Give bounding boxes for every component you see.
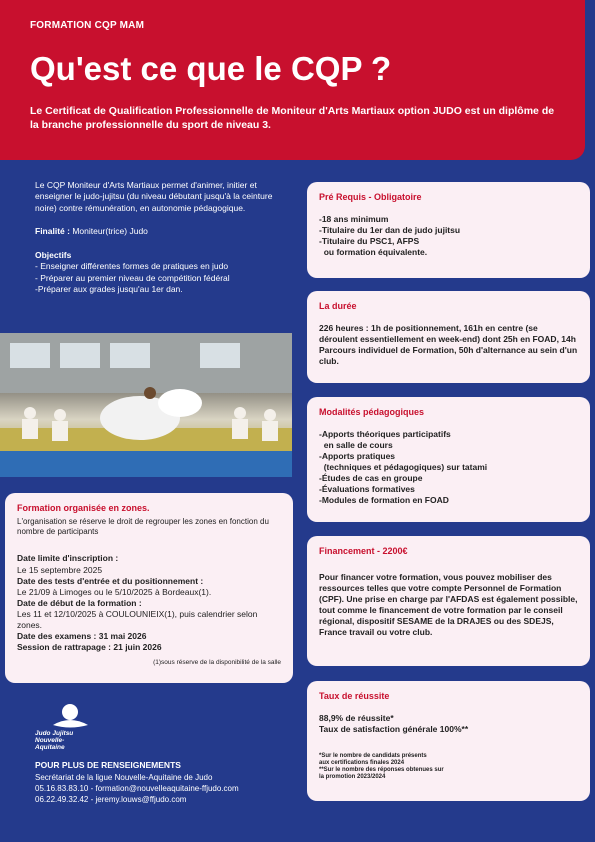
zones-title: Formation organisée en zones. <box>17 503 150 513</box>
kicker: FORMATION CQP MAM <box>30 20 145 31</box>
inscription-label: Date limite d'inscription : <box>17 553 119 564</box>
examens-label: Date des examens : <box>17 630 97 641</box>
prerequis-item: ou formation équivalente. <box>319 246 428 257</box>
prerequis-item: -Titulaire du PSC1, AFPS <box>319 235 420 246</box>
reussite-line2: Taux de satisfaction générale 100%** <box>319 723 469 734</box>
financement-title: Financement - 2200€ <box>319 546 408 556</box>
prerequis-item: -Titulaire du 1er dan de judo jujitsu <box>319 224 461 235</box>
zones-card <box>5 493 293 683</box>
debut-label: Date de début de la formation : <box>17 597 142 608</box>
tests-label: Date des tests d'entrée et du positionnement : <box>17 575 204 586</box>
finalite-label: Finalité : <box>35 226 70 237</box>
finalite-value: Moniteur(trice) Judo <box>69 226 148 237</box>
footer <box>35 760 239 806</box>
modalite-item: en salle de cours <box>319 439 393 450</box>
logo-line: Judo Jujitsu <box>35 730 74 737</box>
reussite-title: Taux de réussite <box>319 691 390 701</box>
objectif-item: - Préparer au premier niveau de compétition fédéral <box>35 272 230 283</box>
logo-text <box>35 730 73 751</box>
reussite-card <box>307 681 590 801</box>
reussite-note: *Sur le nombre de candidats présents <box>319 752 427 759</box>
modalites-title: Modalités pédagogiques <box>319 407 425 417</box>
modalite-item: -Modules de formation en FOAD <box>319 494 449 505</box>
reussite-note: la promotion 2023/2024 <box>319 774 386 781</box>
financement-card <box>307 536 590 666</box>
objectifs <box>35 250 285 296</box>
prerequis-item: -18 ans minimum <box>319 213 389 224</box>
inscription-value: Le 15 septembre 2025 <box>17 564 103 575</box>
duree-bold: 226 heures : <box>319 322 369 333</box>
rattrapage-value: 21 juin 2026 <box>111 641 162 652</box>
footer-title: POUR PLUS DE RENSEIGNEMENTS <box>35 760 181 770</box>
intro-text: Le Certificat de Qualification Professionnelle de Moniteur d'Arts Martiaux option JUDO est un diplôme de la branche professionnelle du sport de niveau 3. <box>30 105 555 131</box>
examens-value: 31 mai 2026 <box>96 630 147 641</box>
reussite-line1: 88,9% de réussite* <box>319 712 394 723</box>
prerequis-card <box>307 182 590 278</box>
header-banner <box>0 0 585 160</box>
footer-line[interactable]: 06.22.49.32.42 - jeremy.louws@ffjudo.com <box>35 795 187 805</box>
objectif-item: -Préparer aux grades jusqu'au 1er dan. <box>35 284 183 295</box>
modalite-item: -Apports pratiques <box>319 450 396 461</box>
reussite-note: aux certifications finales 2024 <box>319 759 405 766</box>
modalite-item: -Études de cas en groupe <box>319 472 423 483</box>
left-description <box>35 180 285 296</box>
duree-card <box>307 291 590 383</box>
logo-line: Nouvelle- <box>35 737 65 745</box>
financement-text: Pour financer votre formation, vous pouvez mobiliser des ressources telles que votre compte Personnel de Formation (CPF). Une prise en charge par l'AFDAS est également possible, tout comme le financement de votre formation par le conseil régional, dispositif SESAME de la DRAJES ou des SDEJS, France travail ou votre club. <box>319 571 578 637</box>
modalite-item: (techniques et pédagogiques) sur tatami <box>319 461 488 472</box>
reussite-note: **Sur le nombre des réponses obtenues sur <box>319 767 444 774</box>
description: Le CQP Moniteur d'Arts Martiaux permet d'animer, initier et enseigner le judo-jujitsu (du niveau débutant jusqu'à la ceinture noire) contre rémunération, en autonomie pédagogique. <box>35 180 273 213</box>
duree-title: La durée <box>319 301 357 311</box>
objectifs-title: Objectifs <box>35 249 72 260</box>
modalites-card <box>307 397 590 522</box>
rattrapage-label: Session de rattrapage : <box>17 641 112 652</box>
prerequis-title: Pré Requis - Obligatoire <box>319 192 422 202</box>
footer-line: Secrétariat de la ligue Nouvelle-Aquitaine de Judo <box>35 773 213 783</box>
debut-value: Les 11 et 12/10/2025 à COULOUNIEIX(1), puis calendrier selon zones. <box>17 608 258 630</box>
modalite-item: -Évaluations formatives <box>319 483 415 494</box>
judo-photo-illustration <box>0 333 292 477</box>
zones-subtitle: L'organisation se réserve le droit de regrouper les zones en fonction du nombre de participants <box>17 516 269 537</box>
tests-value: Le 21/09 à Limoges ou le 5/10/2025 à Bordeaux(1). <box>17 586 212 597</box>
duree-text: 1h de positionnement, 161h en centre (se déroulent essentiellement en week-end) dont 25h en FOAD, 14h Parcours individuel de Formation, 50h d'alternance au sein d'un club. <box>319 322 578 366</box>
judo-photo <box>0 333 292 477</box>
objectif-item: - Enseigner différentes formes de pratiques en judo <box>35 261 229 272</box>
zones-note: (1)sous réserve de la disponibilité de la salle <box>153 658 281 666</box>
page-title: Qu'est ce que le CQP ? <box>30 50 392 87</box>
footer-line[interactable]: 05.16.83.83.10 - formation@nouvelleaquitaine-ffjudo.com <box>35 784 239 794</box>
modalite-item: -Apports théoriques participatifs <box>319 428 451 439</box>
logo-line: Aquitaine <box>35 744 65 752</box>
finalite <box>35 226 285 237</box>
